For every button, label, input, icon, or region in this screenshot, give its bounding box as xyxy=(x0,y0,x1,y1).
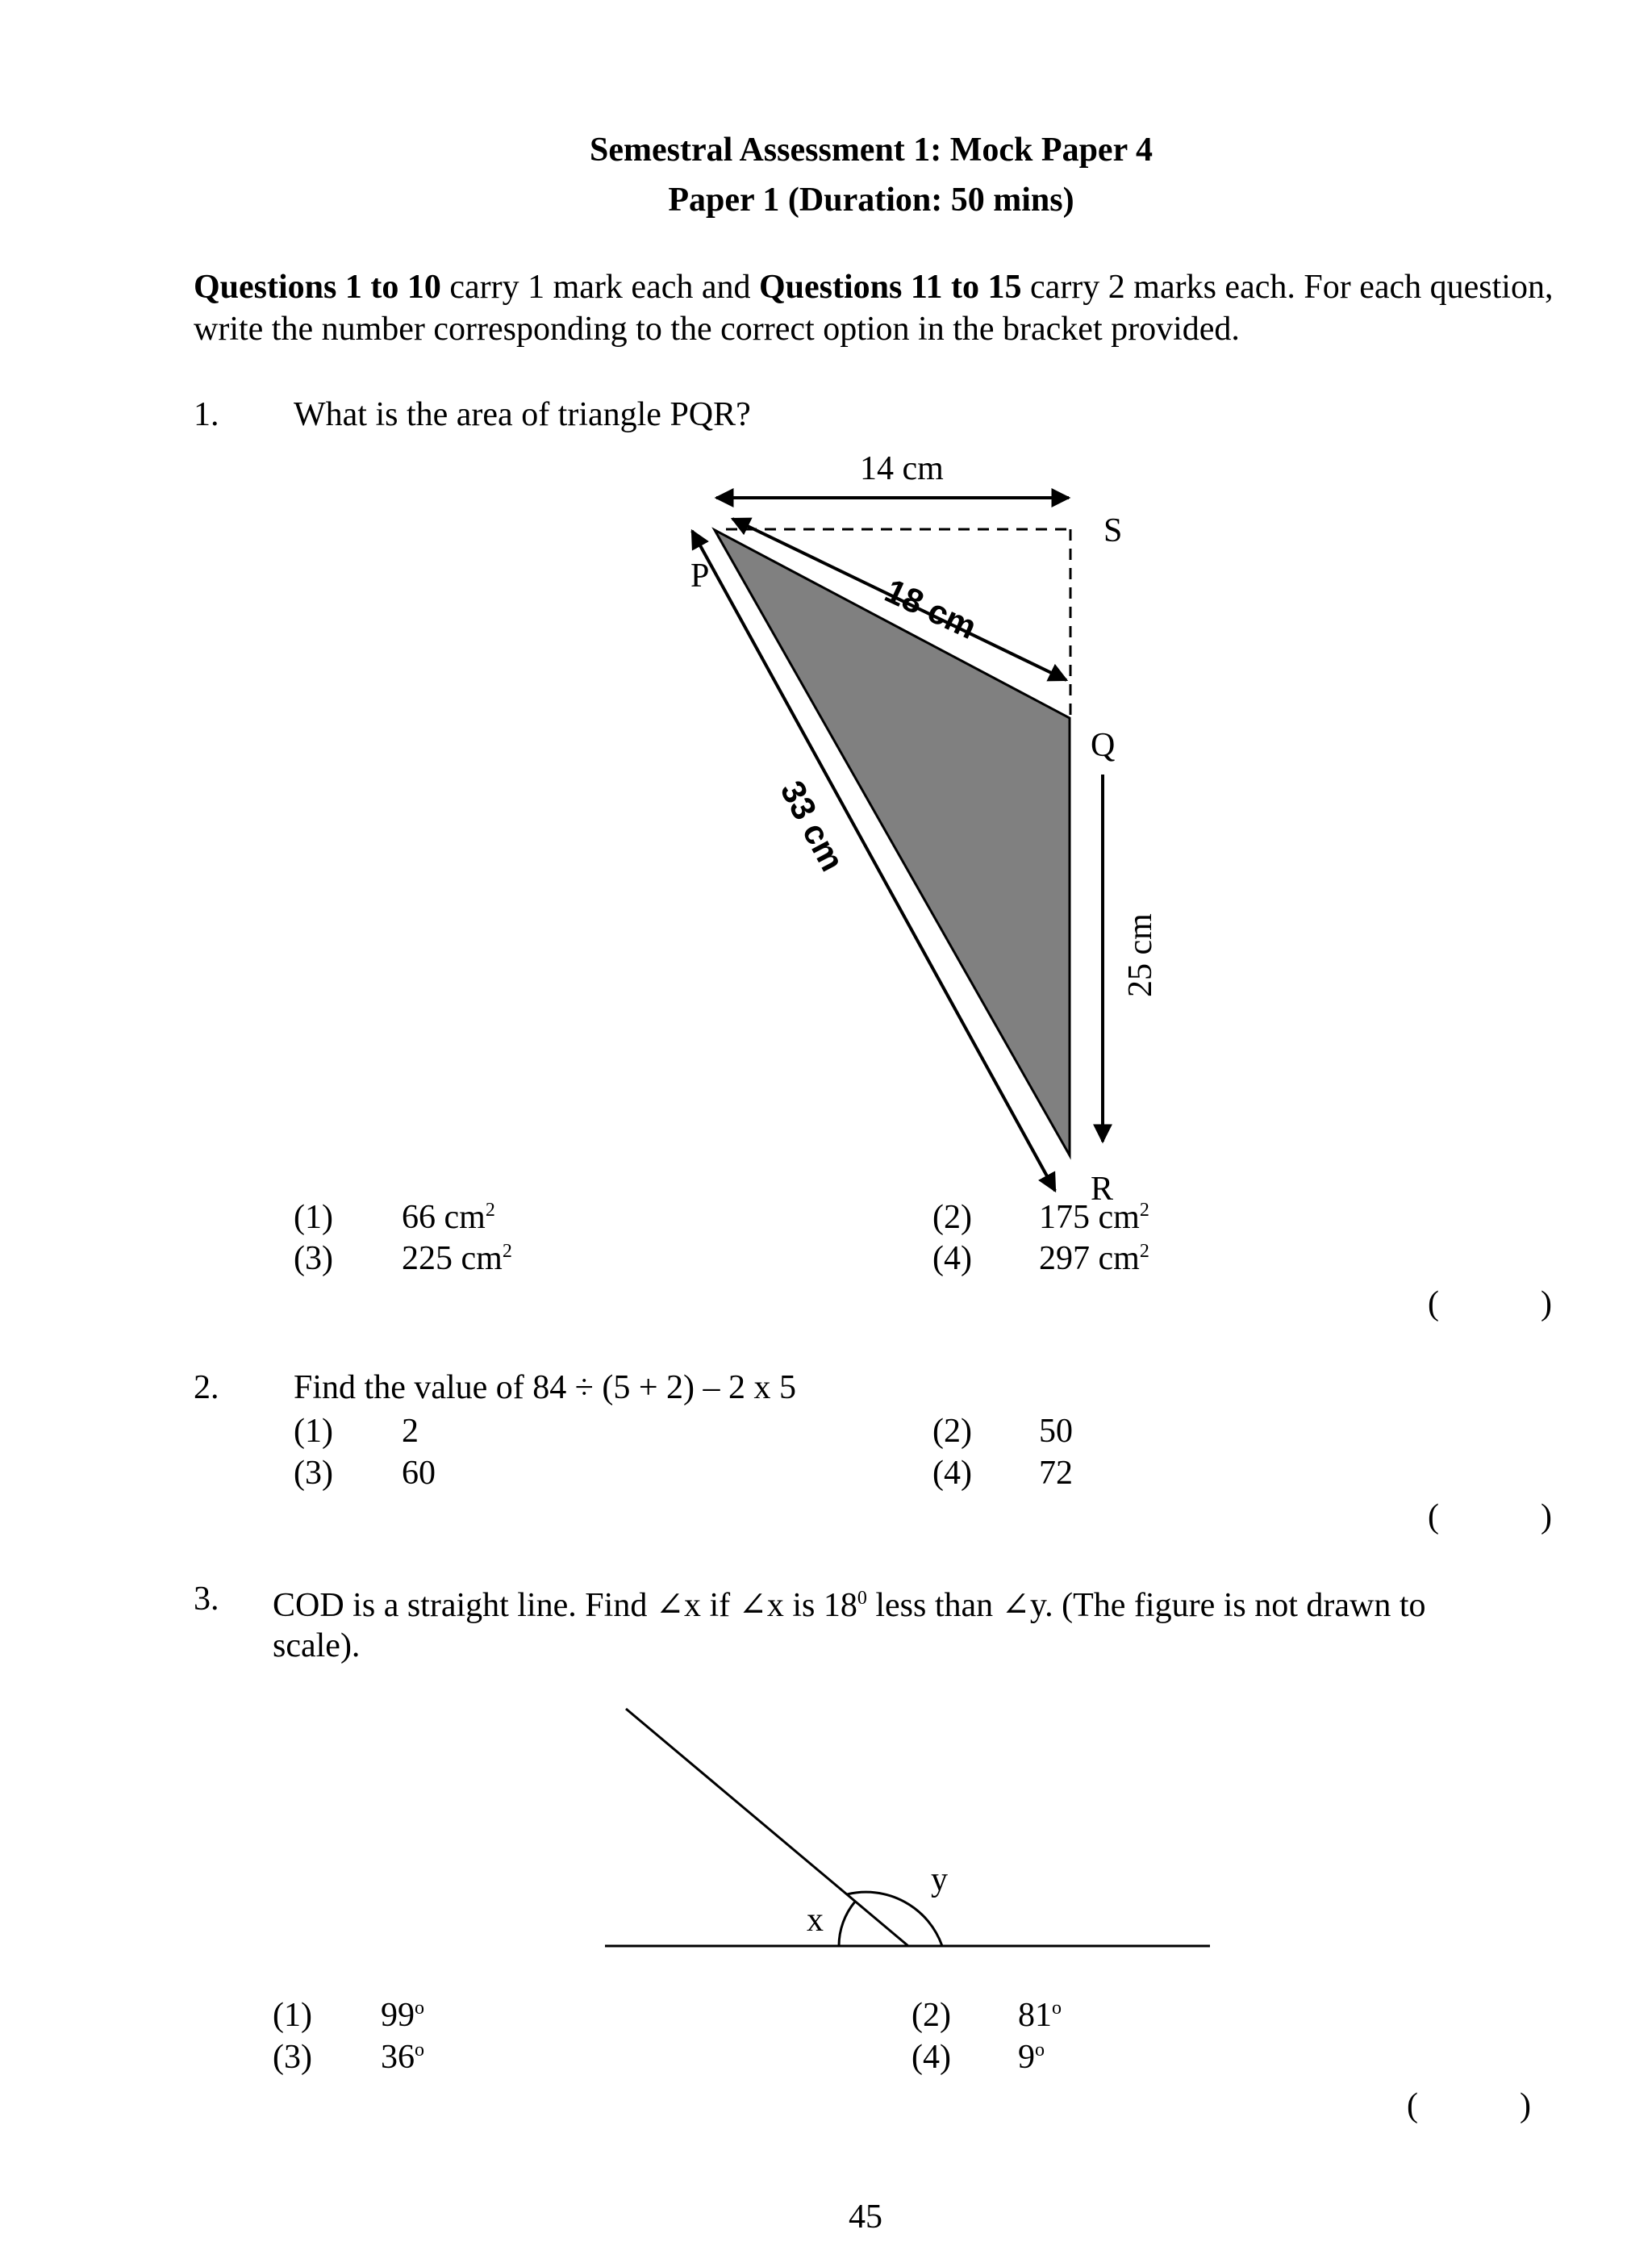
q3-option-4-num: (4) xyxy=(912,2039,951,2076)
q2-option-1-value: 2 xyxy=(402,1413,419,1450)
q3-option-3-value: 36$^o$ xyxy=(381,2039,424,2076)
label-point-r: R xyxy=(1091,1171,1114,1208)
label-angle-y: y xyxy=(931,1861,948,1898)
label-33cm: 33 cm xyxy=(773,775,852,878)
instructions-bold-2: Questions 11 to 15 xyxy=(758,269,1022,306)
label-18cm: 18 cm xyxy=(879,571,982,646)
q1-option-3-value: 225 $cm^2$ xyxy=(402,1240,512,1277)
q1-option-3-num: (3) xyxy=(294,1240,333,1277)
q3-option-2-num: (2) xyxy=(912,1997,951,2034)
triangle-pqr xyxy=(715,530,1070,1155)
q2-option-2-value: 50 xyxy=(1039,1413,1073,1450)
q1-option-1-num: (1) xyxy=(294,1199,333,1236)
paper-subtitle: Paper 1 (Duration: 50 mins) xyxy=(668,182,1074,219)
q3-option-2-value: 81$^o$ xyxy=(1018,1997,1062,2034)
q2-option-3-num: (3) xyxy=(294,1455,333,1492)
q1-option-2-value: 175 $cm^2$ xyxy=(1039,1199,1149,1236)
label-14cm: 14 cm xyxy=(860,450,944,487)
q2-option-4-value: 72 xyxy=(1039,1455,1073,1492)
label-25cm: 25 cm xyxy=(1122,913,1159,997)
label-angle-x: x xyxy=(807,1902,824,1939)
angle-arc-x xyxy=(839,1902,855,1946)
ray-line xyxy=(626,1709,908,1946)
q3-option-3-num: (3) xyxy=(273,2039,312,2076)
q3-option-1-value: 99$^o$ xyxy=(381,1997,424,2034)
question-3-number: 3. xyxy=(194,1580,219,1618)
label-point-p: P xyxy=(690,557,710,595)
q1-option-4-num: (4) xyxy=(932,1240,972,1277)
q3-answer-bracket[interactable]: ( ) xyxy=(1407,2087,1531,2124)
label-point-s: S xyxy=(1103,512,1123,549)
instructions-bold-1: Questions 1 to 10 xyxy=(194,269,441,306)
q1-option-2-num: (2) xyxy=(932,1199,972,1236)
q2-option-4-num: (4) xyxy=(932,1455,972,1492)
question-1-text: What is the area of triangle PQR? xyxy=(294,396,751,433)
question-2-text: Find the value of 84 ÷ (5 + 2) – 2 x 5 xyxy=(294,1369,796,1406)
q2-option-3-value: 60 xyxy=(402,1455,436,1492)
question-3-text-line2: scale). xyxy=(273,1627,361,1664)
question-3-text: COD is a straight line. Find ∠x if ∠x is $18^0$ less than ∠y. (The figure is not drawn to xyxy=(273,1587,1426,1624)
question-2-number: 2. xyxy=(194,1369,219,1406)
instructions-text-2: carry 2 marks each. For each question, write the number corresponding to the correct option in the bracket provided. xyxy=(194,269,1554,348)
question-1-number: 1. xyxy=(194,396,219,433)
q2-option-2-num: (2) xyxy=(932,1413,972,1450)
paper-title: Semestral Assessment 1: Mock Paper 4 xyxy=(590,132,1153,169)
q2-answer-bracket[interactable]: ( ) xyxy=(1428,1498,1552,1535)
q2-option-1-num: (1) xyxy=(294,1413,333,1450)
q1-option-4-value: 297 $cm^2$ xyxy=(1039,1240,1149,1277)
q1-option-1-value: 66 $cm^2$ xyxy=(402,1199,495,1236)
angle-arc-y xyxy=(847,1892,942,1946)
q3-option-1-num: (1) xyxy=(273,1997,312,2034)
label-point-q: Q xyxy=(1091,727,1116,764)
page-number: 45 xyxy=(849,2198,882,2236)
q3-option-4-value: 9$^o$ xyxy=(1018,2039,1045,2076)
q1-answer-bracket[interactable]: ( ) xyxy=(1428,1285,1552,1322)
instructions-text-1: carry 1 mark each and xyxy=(440,269,759,306)
